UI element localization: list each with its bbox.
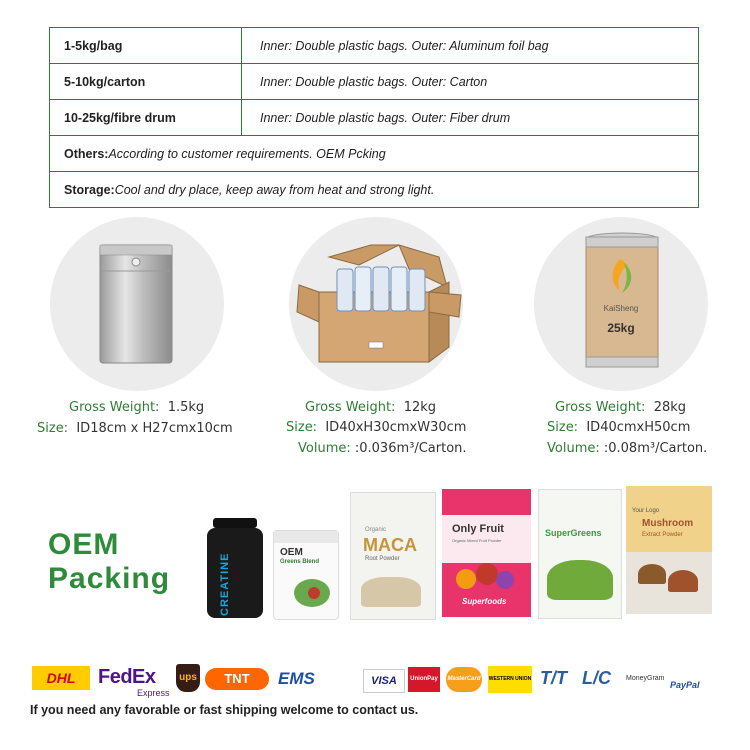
fruit-label: Only Fruit bbox=[452, 523, 504, 535]
carton-weight bbox=[305, 400, 436, 415]
table-row bbox=[50, 100, 698, 136]
others-label: Others: bbox=[64, 146, 109, 161]
creatine-jar bbox=[207, 518, 263, 618]
fedex-logo bbox=[98, 666, 156, 689]
weight-label: Gross Weight: bbox=[555, 400, 646, 415]
table-row bbox=[50, 28, 698, 64]
drum-gross-weight bbox=[555, 400, 686, 415]
carton-volume bbox=[298, 441, 467, 456]
package-description: Inner: Double plastic bags. Outer: Aluminum foil bag bbox=[260, 38, 549, 53]
oem-title-line2: Packing bbox=[48, 562, 171, 595]
weight-value: 1.5kg bbox=[167, 400, 205, 415]
mushroom-bag bbox=[626, 486, 712, 614]
foil-bag-image bbox=[50, 217, 224, 391]
package-description: Inner: Double plastic bags. Outer: Carton bbox=[260, 74, 488, 89]
creatine-label: CREATINE bbox=[219, 552, 231, 616]
greens-tub bbox=[273, 530, 339, 620]
carton-circle bbox=[289, 217, 463, 391]
visa-logo: VISA bbox=[363, 669, 405, 693]
weight-value: 28kg bbox=[653, 400, 687, 415]
package-size: 5-10kg/carton bbox=[50, 64, 242, 99]
bag-weight bbox=[69, 400, 204, 415]
volume-label: Volume: bbox=[298, 441, 351, 456]
lc-logo: L/C bbox=[582, 668, 611, 688]
weight-value: 12kg bbox=[403, 400, 437, 415]
fruit-bottom: Superfoods bbox=[462, 597, 507, 606]
mushroom-label: Mushroom bbox=[642, 518, 694, 529]
package-size: 1-5kg/bag bbox=[50, 28, 242, 63]
supergreens-label: SuperGreens bbox=[545, 528, 602, 538]
package-size: 10-25kg/fibre drum bbox=[50, 100, 242, 135]
unionpay-logo: UnionPay bbox=[408, 667, 440, 692]
maca-sub: Root Powder bbox=[365, 556, 400, 562]
drum-brand: KaiSheng bbox=[603, 304, 639, 313]
carton-size bbox=[286, 420, 466, 435]
volume-value: :0.036m³/Carton. bbox=[354, 441, 467, 456]
ems-logo: EMS bbox=[278, 669, 315, 688]
dhl-logo: DHL bbox=[32, 666, 90, 690]
foil-bag-circle bbox=[50, 217, 224, 391]
paypal-logo: PayPal bbox=[670, 680, 700, 690]
others-row bbox=[50, 136, 698, 172]
supergreens-bag bbox=[538, 489, 622, 619]
western-union-logo: WESTERN UNION bbox=[488, 666, 532, 693]
size-label: Size: bbox=[286, 420, 318, 435]
ups-logo: ups bbox=[176, 664, 200, 692]
oem-title-line1: OEM bbox=[48, 528, 120, 561]
packing-table bbox=[49, 27, 699, 208]
weight-label: Gross Weight: bbox=[69, 400, 160, 415]
volume-label: Volume: bbox=[547, 441, 600, 456]
mushroom-top: Your Logo bbox=[632, 508, 660, 514]
weight-label: Gross Weight: bbox=[305, 400, 396, 415]
size-label: Size: bbox=[547, 420, 579, 435]
maca-top: Organic bbox=[365, 527, 387, 533]
package-description: Inner: Double plastic bags. Outer: Fiber drum bbox=[260, 110, 511, 125]
carton-box-image bbox=[289, 217, 463, 391]
size-value: ID18cm x H27cmx10cm bbox=[76, 421, 233, 436]
bag-size bbox=[37, 421, 233, 436]
fruit-sub: Organic Mixed Fruit Powder bbox=[452, 538, 502, 543]
drum-volume bbox=[547, 441, 707, 456]
drum-size bbox=[547, 420, 690, 435]
greens-brand: OEM bbox=[280, 547, 303, 558]
shipping-footer-text: If you need any favorable or fast shipping welcome to contact us. bbox=[30, 703, 419, 717]
others-text: According to customer requirements. OEM Pcking bbox=[108, 146, 386, 161]
fedex-label: FedEx bbox=[98, 666, 156, 688]
volume-value: :0.08m³/Carton. bbox=[603, 441, 708, 456]
tnt-logo: TNT bbox=[205, 668, 269, 690]
size-value: ID40xH30cmxW30cm bbox=[325, 420, 467, 435]
fruit-bag bbox=[442, 489, 531, 617]
mastercard-logo: MasterCard bbox=[446, 667, 482, 692]
drum-weight: 25kg bbox=[607, 321, 635, 335]
greens-sub: Greens Blend bbox=[280, 559, 320, 565]
storage-label: Storage: bbox=[64, 182, 115, 197]
storage-text: Cool and dry place, keep away from heat and strong light. bbox=[114, 182, 435, 197]
size-label: Size: bbox=[37, 421, 69, 436]
table-row bbox=[50, 64, 698, 100]
maca-bag bbox=[350, 492, 436, 620]
moneygram-logo: MoneyGram bbox=[626, 675, 665, 682]
drum-circle bbox=[534, 217, 708, 391]
maca-label: MACA bbox=[363, 535, 417, 555]
oem-packing-title bbox=[48, 528, 170, 596]
mushroom-sub: Extract Powder bbox=[642, 532, 683, 538]
size-value: ID40cmxH50cm bbox=[586, 420, 691, 435]
tt-logo: T/T bbox=[540, 668, 567, 688]
fedex-express: Express bbox=[137, 688, 170, 698]
storage-row bbox=[50, 172, 698, 207]
